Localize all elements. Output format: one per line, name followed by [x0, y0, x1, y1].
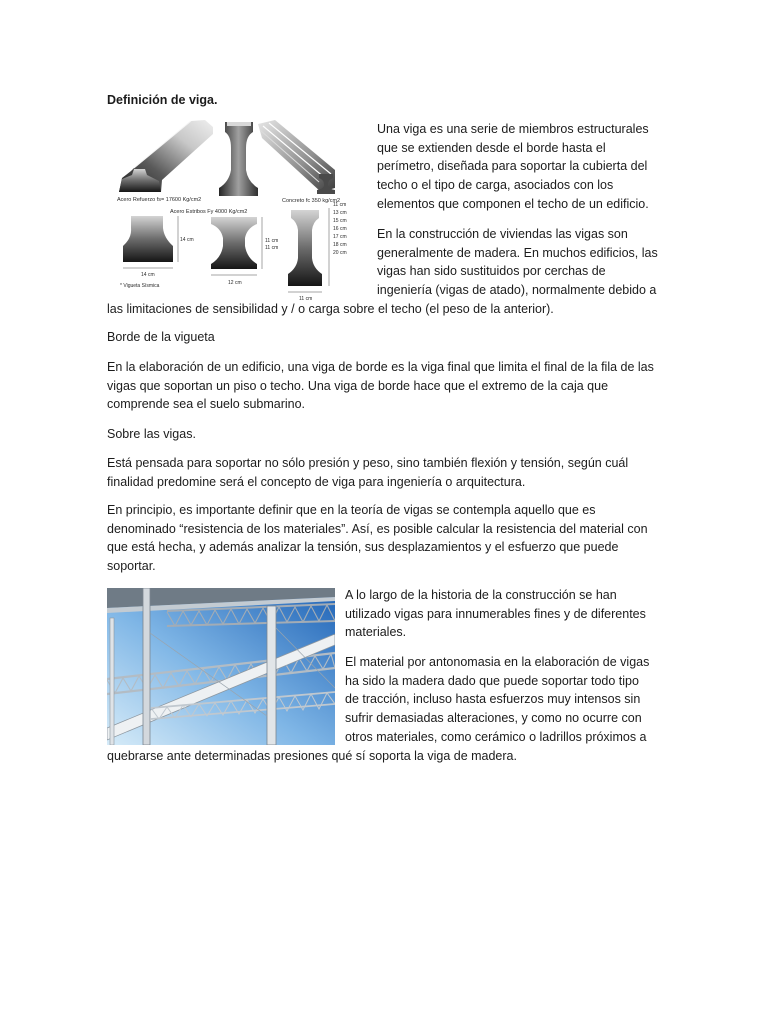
paragraph-line: denominado “resistencia de los materiales”. Así, es posible calcular la resistencia del material con [107, 521, 648, 536]
paragraph-line: Una viga es una serie de miembros estructurales [377, 122, 649, 136]
stirrup-beam-shape [219, 122, 258, 196]
label-right-height: 20 cm [333, 250, 347, 256]
label-left-height: 14 cm [180, 237, 194, 243]
paragraph-line: generalmente de madera. En muchos edificios, las [377, 245, 658, 260]
paragraph-line: vigas han sido sustituidos por cerchas de [377, 264, 606, 279]
paragraph-line: perímetro, diseñada para soportar la cubierta del [377, 159, 648, 174]
paragraph-line: comprende sea el suelo submarino. [107, 397, 306, 412]
paragraph-line: finalidad predomine será el concepto de viga para ingeniería o arquitectura. [107, 474, 526, 489]
section-heading-sobre: Sobre las vigas. [107, 427, 196, 441]
label-right-height: 15 cm [333, 218, 347, 224]
label-concreto: Concreto fc 350 kg/cm2 [282, 198, 341, 204]
label-right-height: 11 cm [333, 202, 347, 208]
stirrup-beam-top-highlight [227, 122, 251, 126]
paragraph-line: En principio, es importante definir que en la teoría de vigas se contempla aquello que es [107, 503, 596, 517]
paragraph-material-madera [107, 653, 649, 765]
label-acero-estribos: Acero Estribos Fy 4000 Kg/cm2 [170, 209, 248, 215]
label-vigueta-sismica: * Vigueta Sísmica [120, 283, 160, 289]
paragraph-line: En la construcción de viviendas las vigas son [377, 227, 628, 241]
paragraph-line: que está hecha, y además analizar la tensión, sus desplazamientos y el esfuerzo que puede [107, 540, 619, 555]
section-heading-borde: Borde de la vigueta [107, 330, 215, 344]
paragraph-historia [345, 586, 646, 642]
label-right-width: 11 cm [299, 296, 313, 302]
paragraph-line: elementos que componen el techo de un edificio. [377, 196, 649, 211]
paragraph-principio [107, 501, 648, 576]
label-acero-refuerzo: Acero Refuerzo fs= 17600 Kg/cm2 [117, 197, 202, 203]
paragraph-line: materiales. [345, 625, 407, 640]
page-title: Definición de viga. [107, 93, 218, 107]
label-right-height: 18 cm [333, 242, 347, 248]
paragraph-line: Está pensada para soportar no sólo presión y peso, sino también flexión y tensión, según cuál [107, 456, 629, 470]
paragraph-line: techo o el tipo de carga, asociados con los [377, 178, 614, 193]
label-mid-height: 11 cm [265, 245, 279, 251]
paragraph-line: soportar. [107, 559, 156, 574]
paragraph-pensada [107, 454, 628, 491]
paragraph-line: A lo largo de la historia de la construcción se han [345, 588, 617, 602]
paragraph-line: utilizado vigas para innumerables fines y de diferentes [345, 606, 646, 621]
label-right-height: 17 cm [333, 234, 347, 240]
paragraph-line: quebrarse ante determinadas presiones qué sí soporta la viga de madera. [107, 748, 517, 763]
paragraph-line: En la elaboración de un edificio, una viga de borde es la viga final que limita el final de la fila de las [107, 360, 654, 374]
paragraph-viga-definicion [377, 120, 649, 214]
paragraph-line: El material por antonomasia en la elaboración de vigas [345, 655, 650, 669]
paragraph-line: que se extienden desde el borde hasta el [377, 140, 606, 155]
paragraph-line: ingeniería (vigas de atado), normalmente debido a [377, 283, 657, 298]
paragraph-line: las limitaciones de sensibilidad y / o carga sobre el techo (el peso de la anterior). [107, 301, 554, 316]
label-right-height: 13 cm [333, 210, 347, 216]
paragraph-line: de tracción, incluso hasta esfuerzos muy intensos sin [345, 692, 641, 707]
paragraph-line: otros materiales, como cerámico o ladrillos próximos a [345, 729, 647, 744]
label-right-height: 16 cm [333, 226, 347, 232]
paragraph-line: sufrir demasiadas alteraciones, y como no ocurre con [345, 711, 642, 726]
paragraph-viga-borde [107, 358, 654, 414]
label-mid-width: 12 cm [228, 280, 242, 286]
paragraph-line: ha sido la madera dado que puede soportar todo tipo [345, 673, 639, 688]
paragraph-line: vigas que soportan un piso o techo. Una viga de borde hace que el extremo de la caja que [107, 378, 609, 393]
rebar-line [263, 126, 325, 178]
label-left-width: 14 cm [141, 272, 155, 278]
paragraph-viviendas [107, 225, 658, 319]
label-mid-height: 11 cm [265, 238, 279, 244]
